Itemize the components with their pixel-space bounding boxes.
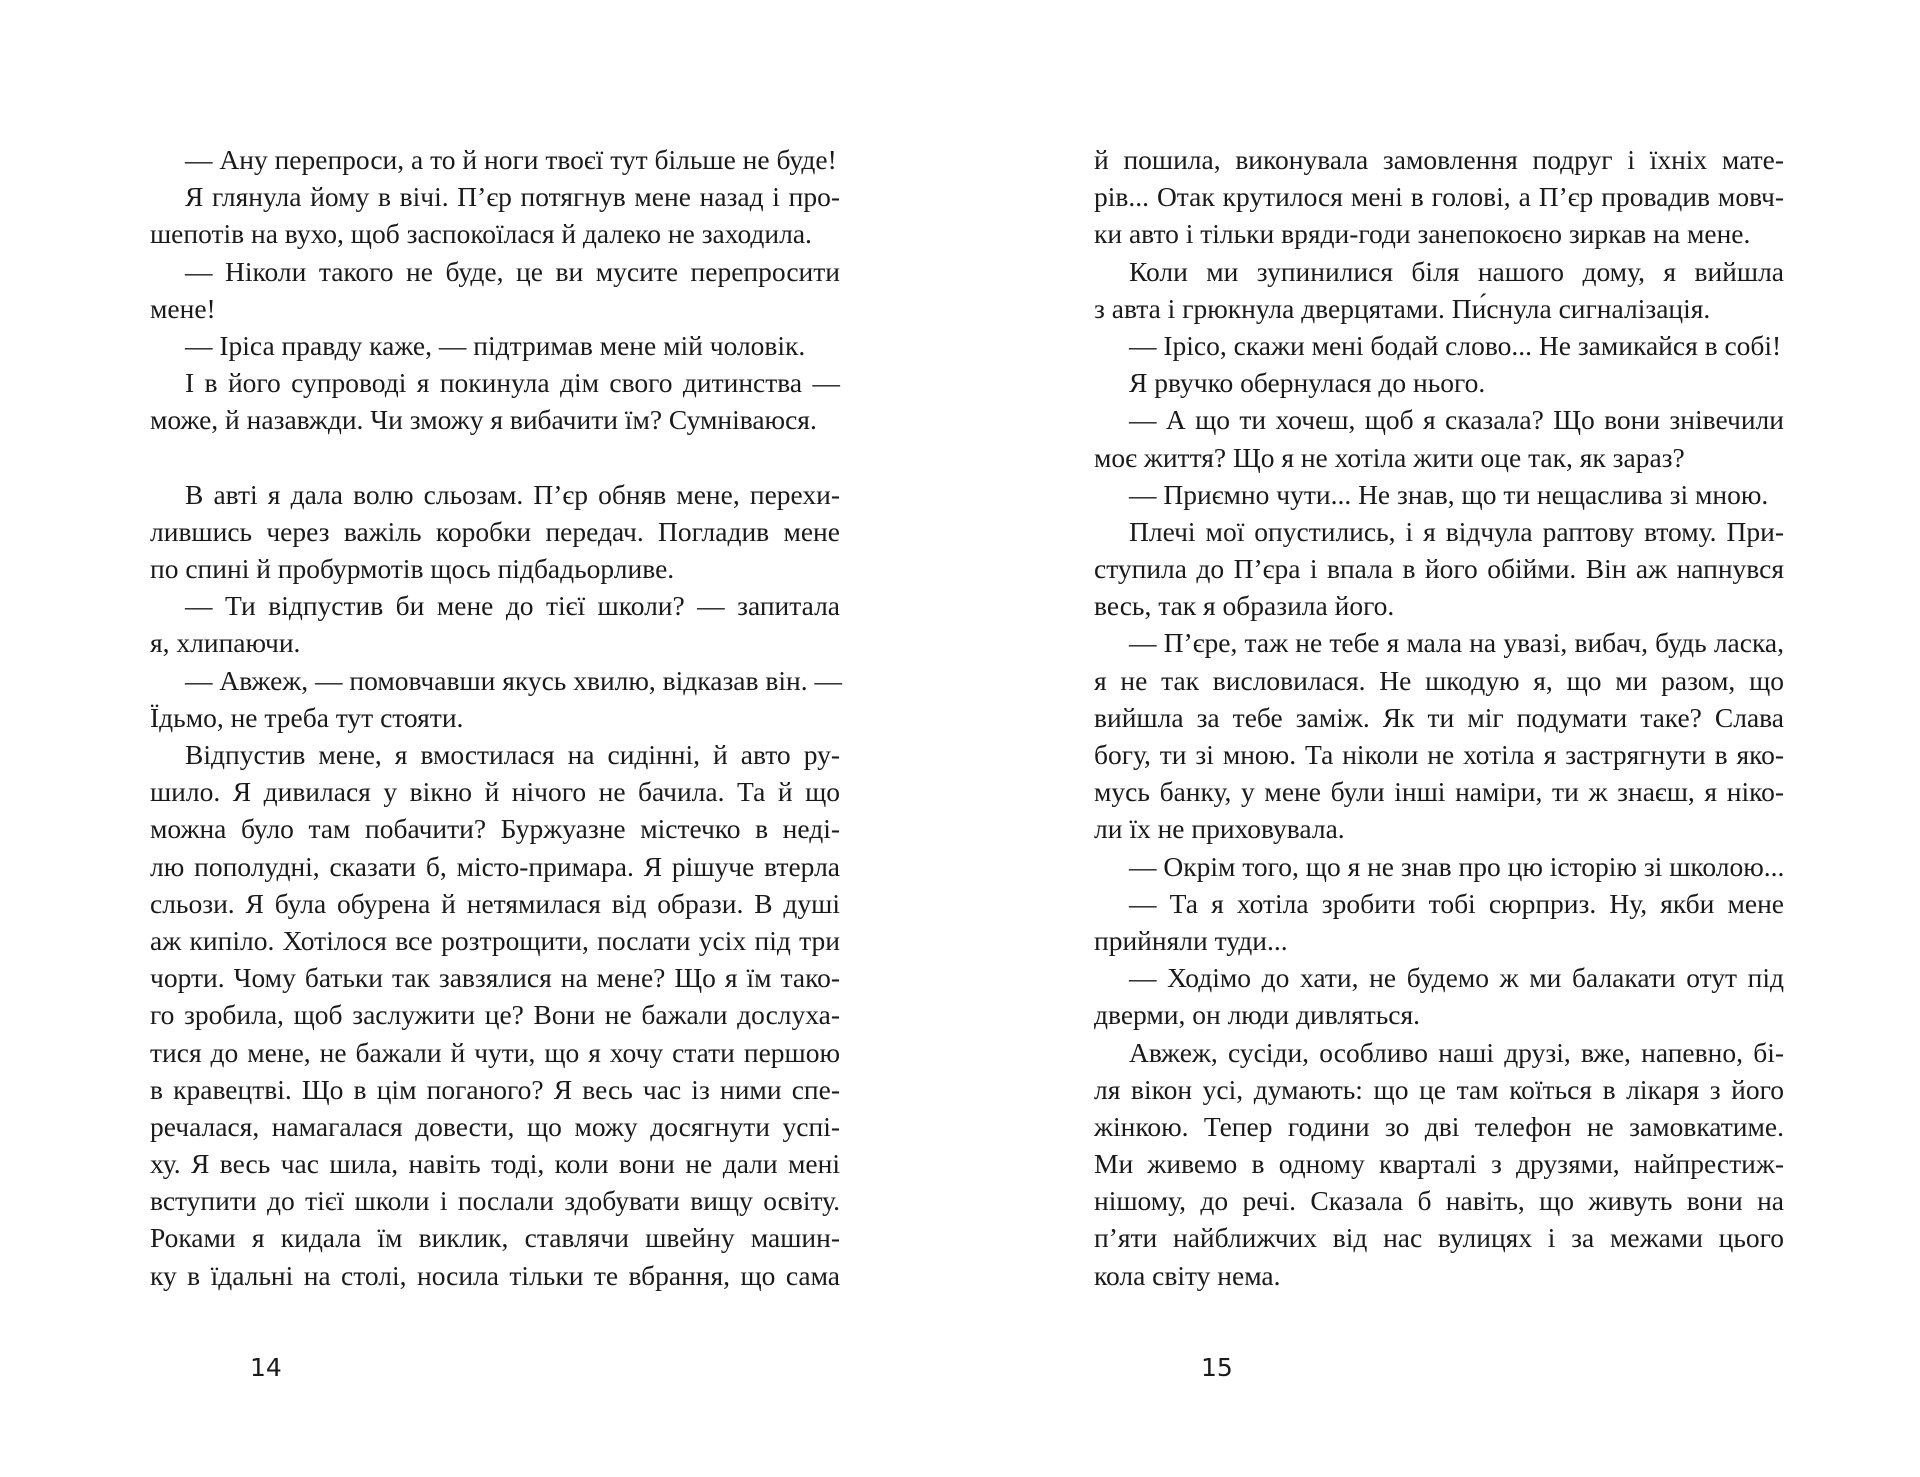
text-line: Авжеж, сусіди, особливо наші друзі, вже, напевно, бі- <box>1129 1036 1784 1068</box>
text-line: го зробила, щоб заслужити це? Вони не бажали дослуха- <box>150 999 840 1031</box>
text-line: лившись через важіль коробки передач. Погладив мене <box>150 515 840 547</box>
text-line: Роками я кидала їм виклик, ставлячи швейну машин- <box>150 1222 840 1254</box>
text-line: — Та я хотіла зробити тобі сюрприз. Ну, якби мене <box>1129 887 1784 919</box>
text-line: Відпустив мене, я вмостилася на сидінні, й авто ру- <box>185 739 840 770</box>
text-line: чорти. Чому батьки так завзялися на мене? Що я їм тако- <box>150 962 840 994</box>
text-line: дверми, он люди дивляться. <box>1094 999 1421 1031</box>
text-line: тися до мене, не бажали й чути, що я хочу стати першою <box>150 1036 840 1068</box>
text-line: — Приємно чути... Не знав, що ти нещаслива зі мною. <box>1129 478 1769 510</box>
text-line: нішому, до речі. Сказала б навіть, що живуть вони на <box>1094 1185 1784 1217</box>
left-page-text <box>150 141 840 1294</box>
text-line: — Авжеж, — помовчавши якусь хвилю, відказав він. — <box>185 664 842 696</box>
text-line: аж кипіло. Хотілося все розтрощити, послати усіх під три <box>150 924 840 956</box>
text-line: мене! <box>150 292 216 324</box>
text-line: — Ходімо до хати, не будемо ж ми балакати отут під <box>1129 962 1784 994</box>
text-line: лю пополудні, сказати б, місто-примара. Я рішуче втерла <box>150 850 840 882</box>
text-line: я, хлипаючи. <box>150 627 301 659</box>
text-line: по спині й пробурмотів щось підбадьорливе. <box>150 553 675 585</box>
text-line: п’яти найближчих від нас вулицях і за межами цього <box>1094 1222 1784 1254</box>
text-line: — Ніколи такого не буде, це ви мусите перепросити <box>185 255 840 287</box>
left-page-number: 14 <box>250 1353 282 1382</box>
text-line: вступити до тієї школи і послали здобувати вищу освіту. <box>150 1185 840 1217</box>
text-line: ля вікон усі, думають: що це там коїться в лікаря з його <box>1094 1073 1784 1105</box>
text-line: мусь банку, у мене були інші наміри, ти ж знаєш, я ніко- <box>1094 776 1784 808</box>
text-line: Плечі мої опустились, і я відчула раптову втому. При- <box>1129 515 1784 547</box>
right-page <box>960 0 1920 1477</box>
text-line: вийшла за тебе заміж. Як ти міг подумати таке? Слава <box>1094 701 1784 733</box>
text-line: ху. Я весь час шила, навіть тоді, коли вони не дали мені <box>150 1148 840 1180</box>
text-line: в кравецтві. Що в цім поганого? Я весь час із ними спе- <box>150 1073 840 1105</box>
text-line: Ми живемо в одному кварталі з друзями, найпрестиж- <box>1094 1148 1784 1180</box>
text-line: весь, так я образила його. <box>1094 590 1395 622</box>
text-line: з авта і грюкнула дверцятами. Пи́снула сигналізація. <box>1094 292 1711 324</box>
text-line: В авті я дала волю сльозам. П’єр обняв мене, перехи- <box>185 478 840 510</box>
text-line: — П’єре, таж не тебе я мала на увазі, вибач, будь ласка, <box>1129 627 1784 659</box>
text-line: Я глянула йому в вічі. П’єр потягнув мене назад і про- <box>185 181 840 213</box>
text-line: — Ти відпустив би мене до тієї школи? — запитала <box>185 590 840 622</box>
text-line: прийняли туди... <box>1094 924 1288 956</box>
right-page-text <box>1094 141 1784 1294</box>
text-line: богу, ти зі мною. Та ніколи не хотіла я застрягнути в яко- <box>1094 739 1784 770</box>
paragraph-break <box>150 439 840 476</box>
text-line: шило. Я дивилася у вікно й нічого не бачила. Та й що <box>150 776 840 808</box>
text-line: може, й назавжди. Чи зможу я вибачити їм? Сумніваюся. <box>150 404 817 436</box>
text-line: шепотів на вухо, щоб заспокоїлася й далеко не заходила. <box>150 218 812 250</box>
text-line: ки авто і тільки вряди-годи занепокоєно зиркав на мене. <box>1094 218 1751 250</box>
text-line: Їдьмо, не треба тут стояти. <box>150 701 464 733</box>
text-line: моє життя? Що я не хотіла жити оце так, як зараз? <box>1094 441 1685 473</box>
text-line: І в його супроводі я покинула дім свого дитинства — <box>185 367 840 399</box>
text-line: рів... Отак крутилося мені в голові, а П’єр провадив мовч- <box>1094 181 1784 213</box>
text-line: — Окрім того, що я не знав про цю історію зі школою... <box>1129 850 1785 882</box>
text-line: — А що ти хочеш, щоб я сказала? Що вони знівечили <box>1129 404 1784 436</box>
text-line: ступила до П’єра і впала в його обійми. Він аж напнувся <box>1094 553 1784 585</box>
text-line: сльози. Я була обурена й нетямилася від образи. В душі <box>150 887 840 919</box>
text-line: жінкою. Тепер години зо дві телефон не замовкатиме. <box>1094 1110 1784 1142</box>
text-line: Я рвучко обернулася до нього. <box>1129 367 1486 399</box>
text-line: — Ірісо, скажи мені бодай слово... Не замикайся в собі! <box>1129 329 1782 361</box>
text-line: кола світу нема. <box>1094 1259 1281 1291</box>
text-line: я не так висловилася. Не шкодую я, що ми разом, що <box>1094 664 1784 696</box>
right-page-number: 15 <box>1201 1353 1233 1382</box>
text-line: ли їх не приховувала. <box>1094 813 1345 845</box>
text-line: — Ану перепроси, а то й ноги твоєї тут більше не буде! <box>185 144 837 175</box>
text-line: речалася, намагалася довести, що можу досягнути успі- <box>150 1110 840 1142</box>
text-line: — Іріса правду каже, — підтримав мене мій чоловік. <box>185 329 806 361</box>
text-line: Коли ми зупинилися біля нашого дому, я вийшла <box>1129 255 1784 287</box>
text-line: ку в їдальні на столі, носила тільки те вбрання, що сама <box>150 1259 840 1291</box>
text-line: можна було там побачити? Буржуазне містечко в неді- <box>150 813 840 845</box>
text-line: й пошила, виконувала замовлення подруг і їхніх мате- <box>1094 144 1784 175</box>
